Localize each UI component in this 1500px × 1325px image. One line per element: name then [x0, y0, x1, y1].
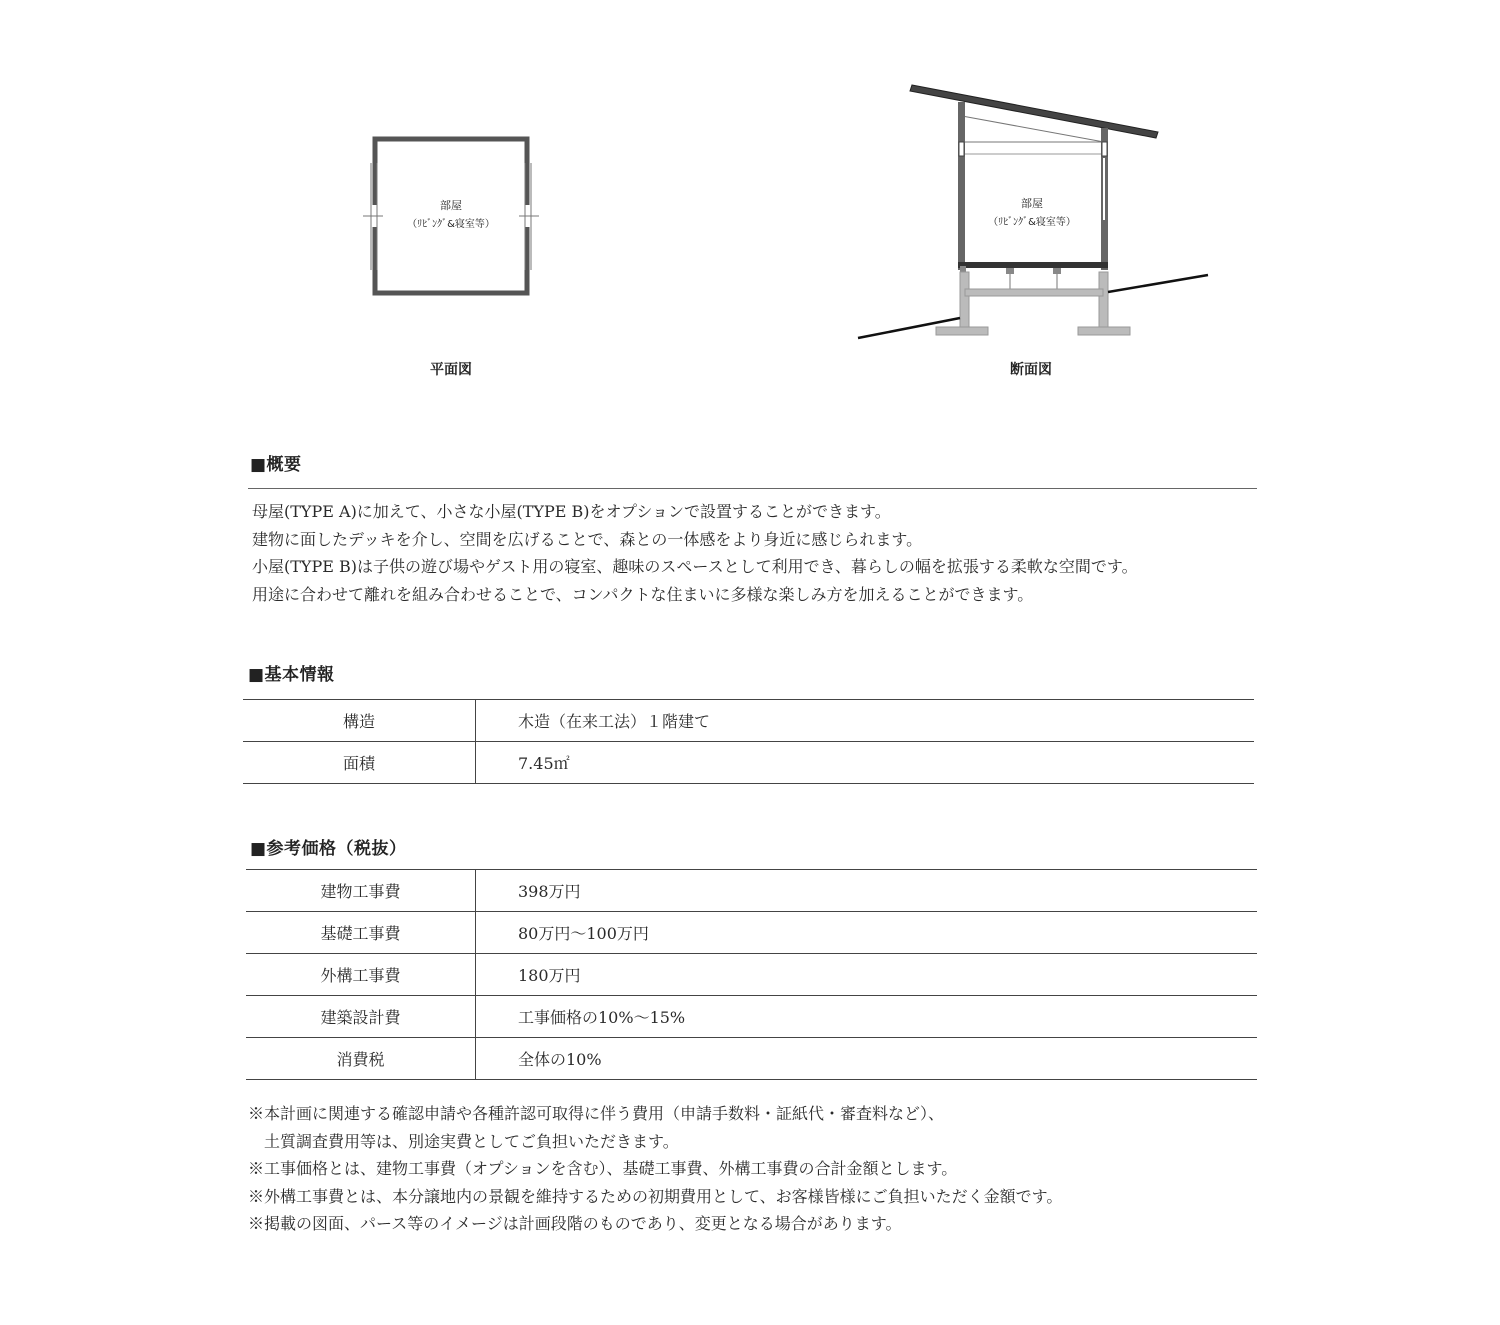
note-line: ※掲載の図面、パース等のイメージは計画段階のものであり、変更となる場合があります。	[248, 1214, 902, 1233]
row-value: 180万円	[476, 954, 1258, 996]
section-caption: 断面図	[1010, 362, 1052, 378]
overview-line: 母屋(TYPE A)に加えて、小さな小屋(TYPE B)をオプションで設置することができます。	[252, 502, 891, 521]
overview-text	[252, 498, 1292, 608]
table-row	[246, 1038, 1257, 1080]
row-value: 木造（在来工法）１階建て	[476, 700, 1255, 742]
section-roof	[910, 85, 1158, 138]
table-row	[243, 700, 1254, 742]
row-label: 外構工事費	[246, 954, 476, 996]
price-heading: ■参考価格（税抜）	[250, 839, 407, 859]
overview-heading: ■概要	[250, 455, 302, 475]
row-value: 7.45㎡	[476, 742, 1255, 784]
row-label: 構造	[243, 700, 476, 742]
row-value: 80万円〜100万円	[476, 912, 1258, 954]
row-label: 建築設計費	[246, 996, 476, 1038]
plan-room-use: （ﾘﾋﾞﾝｸﾞ&寝室等）	[407, 219, 495, 230]
note-line: ※本計画に関連する確認申請や各種許認可取得に伴う費用（申請手数料・証紙代・審査料など）、	[248, 1104, 945, 1123]
overview-line: 用途に合わせて離れを組み合わせることで、コンパクトな住まいに多様な楽しみ方を加えることができます。	[252, 584, 1034, 604]
row-value: 工事価格の10%〜15%	[476, 996, 1258, 1038]
table-row	[243, 742, 1254, 784]
row-label: 基礎工事費	[246, 912, 476, 954]
floor-plan-diagram	[355, 125, 555, 315]
plan-room-name: 部屋	[440, 199, 462, 212]
section-room-name: 部屋	[1021, 197, 1043, 210]
table-row	[246, 996, 1257, 1038]
overview-line: 建物に面したデッキを介し、空間を広げることで、森との一体感をより身近に感じられます。	[252, 529, 923, 549]
note-line: ※外構工事費とは、本分譲地内の景観を維持するための初期費用として、お客様皆様にご負担いただく金額です。	[248, 1186, 1063, 1206]
row-label: 建物工事費	[246, 870, 476, 912]
section-room-use: （ﾘﾋﾞﾝｸﾞ&寝室等）	[988, 217, 1076, 228]
ground-line-right	[1108, 275, 1208, 292]
row-value: 398万円	[476, 870, 1258, 912]
overview-divider	[248, 488, 1257, 489]
notes	[248, 1100, 1348, 1238]
plan-caption: 平面図	[430, 362, 472, 378]
section-diagram	[850, 80, 1220, 345]
plan-wall-bottom	[375, 227, 527, 293]
basic-info-table	[243, 699, 1254, 784]
table-row	[246, 912, 1257, 954]
plan-wall-top	[375, 139, 527, 205]
overview-line: 小屋(TYPE B)は子供の遊び場やゲスト用の寝室、趣味のスペースとして利用でき、暮らしの幅を拡張する柔軟な空間です。	[252, 557, 1138, 576]
table-row	[246, 954, 1257, 996]
row-value: 全体の10%	[476, 1038, 1258, 1080]
table-row	[246, 870, 1257, 912]
note-line: ※工事価格とは、建物工事費（オプションを含む）、基礎工事費、外構工事費の合計金額とします。	[248, 1159, 958, 1178]
row-label: 面積	[243, 742, 476, 784]
note-line: 土質調査費用等は、別途実費としてご負担いただきます。	[248, 1131, 679, 1151]
price-table	[246, 869, 1257, 1080]
basic-info-heading: ■基本情報	[248, 665, 335, 685]
row-label: 消費税	[246, 1038, 476, 1080]
